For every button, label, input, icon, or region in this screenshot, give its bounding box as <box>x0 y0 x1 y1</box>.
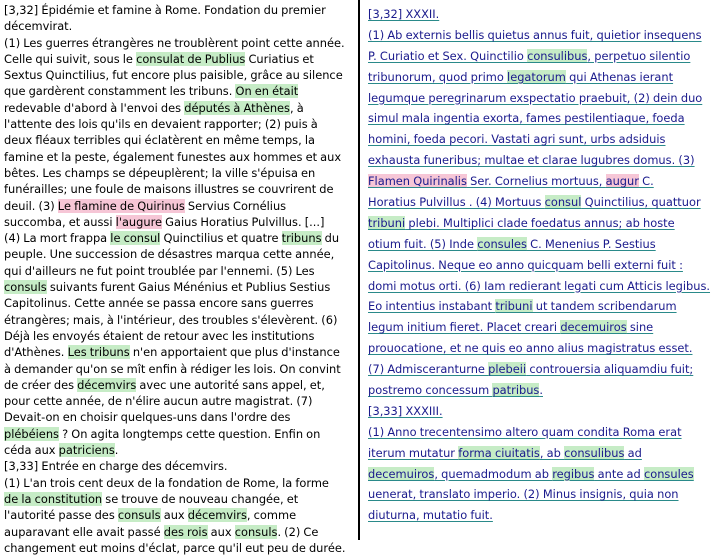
latin-line-text: legumque peregrinarum exspectatio praebuit, (2) dein duo <box>368 90 703 105</box>
french-line <box>4 246 354 262</box>
french-line-text: deux fléaux terribles qui éclatèrent en même temps, la <box>4 133 315 148</box>
latin-line <box>368 213 718 234</box>
french-line-text: changement eut moins d'éclat, parce qu'il eut peu de durée. <box>4 540 346 555</box>
french-line-text: succomba, et aussi l'augure Gaius Horatius Pulvillus. [...] <box>4 214 325 229</box>
latin-line-text: prouocatione, et ne quis eo anno alius magistratus esset. <box>368 341 693 356</box>
french-line-text: Déjà les envoyés étaient de retour avec les institutions <box>4 328 315 343</box>
french-line-text: famine et la peste, également funestes aux hommes et aux <box>4 149 342 164</box>
french-line-text: décemvirat. <box>4 19 73 34</box>
latin-line-text: Horatius Pulvillus . (4) Mortuus consul Quinctilius, quattuor <box>368 195 701 210</box>
latin-line <box>368 401 718 422</box>
latin-line <box>368 150 718 171</box>
latin-line-text: tribunorum, quod primo legatorum qui Athenas ierant <box>368 69 674 84</box>
french-line <box>4 540 354 556</box>
latin-line-text: [3,33] XXXIII. <box>368 403 443 418</box>
french-line-text: l'autorité passe des consuls aux décemvirs, comme <box>4 508 297 523</box>
french-line-text: l'attente des lois qu'ils en devaient rapporter; (2) puis à <box>4 117 318 132</box>
french-line-text: (1) Les guerres étrangères ne troublèrent point cette année. <box>4 35 345 50</box>
latin-line-text: Capitolinus. Neque eo anno quicquam belli externi fuit : <box>368 257 683 272</box>
french-line <box>4 132 354 148</box>
french-line <box>4 475 354 491</box>
latin-line-text: (1) Ab externis bellis quietus annus fuit, quietior insequens <box>368 27 702 42</box>
french-line <box>4 18 354 34</box>
french-translation-column <box>4 2 354 556</box>
latin-line-text: decemuiros, quemadmodum ab regibus ante ad consules <box>368 466 694 481</box>
latin-line <box>368 192 718 213</box>
french-line <box>4 51 354 67</box>
latin-line <box>368 296 718 317</box>
french-line-text: étrangères; mais, à l'intérieur, des troubles s'élevèrent. (6) <box>4 312 338 327</box>
latin-line-text: P. Curiatio et Sex. Quinctilio consulibus, perpetuo silentio <box>368 48 691 63</box>
latin-line <box>368 317 718 338</box>
latin-line <box>368 464 718 485</box>
latin-original-column <box>368 4 718 526</box>
french-line <box>4 279 354 295</box>
latin-line <box>368 359 718 380</box>
french-line-text: qui d'ailleurs ne fut point troublée par l'ennemi. (5) Les <box>4 263 315 278</box>
latin-line <box>368 276 718 297</box>
french-line <box>4 214 354 230</box>
french-line-text: de créer des décemvirs avec une autorité sans appel, et, <box>4 377 325 392</box>
french-line <box>4 344 354 360</box>
column-divider <box>358 0 360 540</box>
latin-line <box>368 380 718 401</box>
french-line <box>4 100 354 116</box>
latin-line <box>368 4 718 25</box>
french-line-text: consuls suivants furent Gaius Ménénius et Publius Sestius <box>4 280 331 295</box>
french-line-text: (1) L'an trois cent deux de la fondation de Rome, la forme <box>4 475 329 490</box>
french-line <box>4 67 354 83</box>
latin-line <box>368 505 718 526</box>
latin-line <box>368 88 718 109</box>
french-line-text: (4) La mort frappa le consul Quinctilius et quatre tribuns du <box>4 231 340 246</box>
french-line <box>4 230 354 246</box>
french-line-text: Celle qui suivit, sous le consulat de Publius Curiatius et <box>4 51 314 66</box>
latin-line-text: tribuni plebi. Multiplici clade foedatus annus; ab hoste <box>368 215 675 230</box>
latin-line-text: (7) Admisceranturne plebeii controuersia aliquamdiu fuit; <box>368 362 694 377</box>
french-line-text: pour cette année, de n'élire aucun autre magistrat. (7) <box>4 394 313 409</box>
french-line-text: de la constitution se trouve de nouveau changée, et <box>4 491 299 506</box>
french-line <box>4 198 354 214</box>
latin-line <box>368 25 718 46</box>
french-line <box>4 361 354 377</box>
french-line-text: céda aux patriciens. <box>4 443 119 458</box>
french-line <box>4 426 354 442</box>
latin-line-text: diuturna, mutatio fuit. <box>368 508 493 523</box>
french-line-text: deuil. (3) Le flamine de Quirinus Servius Cornélius <box>4 198 287 213</box>
french-line <box>4 312 354 328</box>
latin-line-text: iterum mutatur forma ciuitatis, ab consulibus ad <box>368 445 642 460</box>
french-line <box>4 83 354 99</box>
french-line <box>4 409 354 425</box>
french-line-text: Sextus Quinctilius, fut encore plus paisible, grâce au silence <box>4 68 343 83</box>
french-line-text: peuple. Une succession de désastres marqua cette année, <box>4 247 335 262</box>
french-line <box>4 35 354 51</box>
latin-line <box>368 129 718 150</box>
french-line-text: Capitolinus. Cette année se passa encore sans guerres <box>4 296 314 311</box>
french-line-text: à demander qu'on se mît enfin à rédiger les lois. On convint <box>4 361 341 376</box>
latin-line-text: legum initium fieret. Placet creari decemuiros sine <box>368 320 654 335</box>
latin-line <box>368 108 718 129</box>
french-line <box>4 393 354 409</box>
latin-line <box>368 255 718 276</box>
latin-line-text: (1) Anno trecentensimo altero quam condita Roma erat <box>368 424 682 439</box>
latin-line-text: exhausta funeribus; multae et clarae lugubres domus. (3) <box>368 153 695 168</box>
french-line-text: auparavant elle avait passé des rois aux consuls. (2) Ce <box>4 524 319 539</box>
french-line <box>4 328 354 344</box>
french-line <box>4 458 354 474</box>
french-line <box>4 263 354 279</box>
french-line <box>4 507 354 523</box>
latin-line <box>368 338 718 359</box>
french-line <box>4 491 354 507</box>
latin-line-text: uenerat, translato imperio. (2) Minus insignis, quia non <box>368 487 679 502</box>
latin-line <box>368 67 718 88</box>
latin-line <box>368 443 718 464</box>
latin-line <box>368 171 718 192</box>
french-line <box>4 149 354 165</box>
french-line-text: redevable d'abord à l'envoi des députés à Athènes, à <box>4 100 304 115</box>
latin-line-text: [3,32] XXXII. <box>368 7 440 21</box>
french-line <box>4 116 354 132</box>
french-line <box>4 442 354 458</box>
french-line <box>4 181 354 197</box>
french-line <box>4 524 354 540</box>
latin-line-text: Flamen Quirinalis Ser. Cornelius mortuus, augur C. <box>368 174 654 189</box>
french-line-text: funérailles; une foule de maisons illustres se couvrirent de <box>4 182 334 197</box>
french-line-text: Devait-on en choisir quelques-uns dans l'ordre des <box>4 410 291 425</box>
latin-line <box>368 422 718 443</box>
french-line-text: plébéiens ? On agita longtemps cette question. Enfin on <box>4 426 321 441</box>
french-line <box>4 377 354 393</box>
latin-line-text: otium fuit. (5) Inde consules C. Menenius P. Sestius <box>368 236 656 251</box>
latin-line-text: postremo concessum patribus. <box>368 383 543 398</box>
french-line-text: d'Athènes. Les tribuns n'en apportaient que plus d'instance <box>4 345 340 360</box>
french-line <box>4 165 354 181</box>
latin-line-text: simul mala ingentia exorta, fames pestilentiaque, foeda <box>368 111 685 126</box>
french-line-text: que gardèrent constamment les tribuns. On en était <box>4 84 299 99</box>
latin-line <box>368 46 718 67</box>
latin-line <box>368 234 718 255</box>
french-line <box>4 295 354 311</box>
french-line <box>4 2 354 18</box>
latin-line-text: Eo intentius instabant tribuni ut tandem scribendarum <box>368 299 677 314</box>
latin-line-text: domi motus orti. (6) Iam redierant legati cum Atticis legibus. <box>368 278 711 293</box>
french-line-text: bêtes. Les champs se dépeuplèrent; la ville s'épuisa en <box>4 165 316 180</box>
latin-line <box>368 484 718 505</box>
french-line-text: [3,32] Épidémie et famine à Rome. Fondation du premier <box>4 3 326 17</box>
latin-line-text: homini, foeda pecori. Vastati agri sunt, urbs adsiduis <box>368 132 666 147</box>
french-line-text: [3,33] Entrée en charge des décemvirs. <box>4 459 228 474</box>
